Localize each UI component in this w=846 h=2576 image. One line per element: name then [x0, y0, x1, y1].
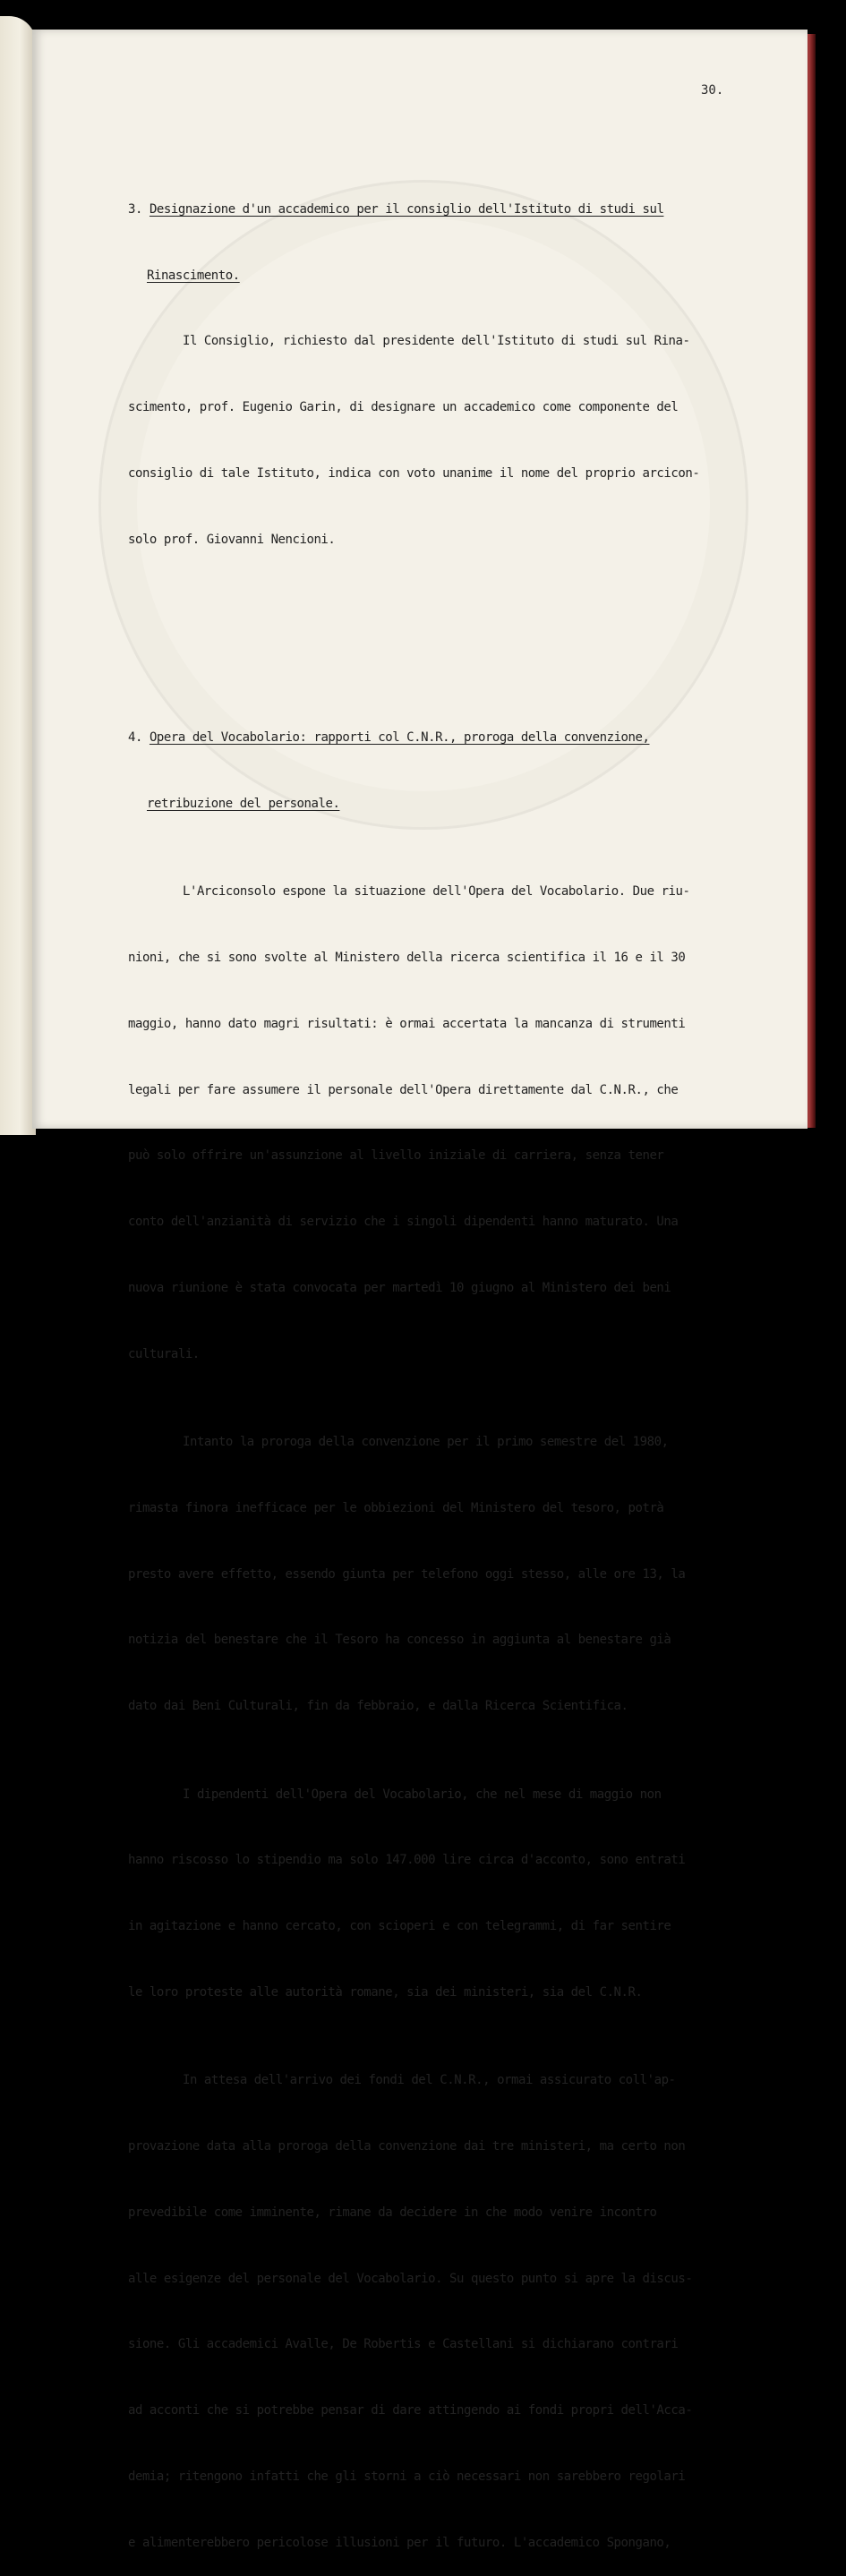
paragraph-line: conto dell'anzianità di servizio che i singoli dipendenti hanno maturato. Una	[128, 1215, 679, 1230]
paragraph-line: Il Consiglio, richiesto dal presidente dell'Istituto di studi sul Rina-	[183, 334, 690, 349]
paragraph-line: in agitazione e hanno cercato, con scioperi e con telegrammi, di far sentire	[128, 1919, 671, 1934]
paragraph-line: In attesa dell'arrivo dei fondi del C.N.R., ormai assicurato coll'ap-	[183, 2073, 676, 2088]
paragraph-line: scimento, prof. Eugenio Garin, di designare un accademico come componente del	[128, 400, 679, 415]
document-body	[128, 132, 700, 2576]
paragraph-line: può solo offrire un'assunzione al livello iniziale di carriera, senza tener	[128, 1148, 664, 1164]
paragraph-line: ad acconti che si potrebbe pensar di dare attingendo ai fondi propri dell'Acca-	[128, 2403, 693, 2418]
paragraph-line: solo prof. Giovanni Nencioni.	[128, 532, 336, 547]
paragraph-line: rimasta finora inefficace per le obbiezioni del Ministero del tesoro, potrà	[128, 1500, 664, 1515]
section-title-line: Designazione d'un accademico per il consiglio dell'Istituto di studi sul	[149, 201, 664, 217]
section-title-line: Opera del Vocabolario: rapporti col C.N.R., proroga della convenzione,	[149, 730, 650, 746]
paragraph-line: legali per fare assumere il personale dell'Opera direttamente dal C.N.R., che	[128, 1082, 679, 1097]
section-number: 3.	[128, 201, 142, 217]
section-4-heading	[128, 727, 679, 749]
paragraph-line: nuova riunione è stata convocata per martedì 10 giugno al Ministero dei beni	[128, 1280, 671, 1295]
paragraph-line: notizia del benestare che il Tesoro ha concesso in aggiunta al benestare già	[128, 1633, 671, 1648]
paragraph-line: L'Arciconsolo espone la situazione dell'Opera del Vocabolario. Due riu-	[183, 884, 690, 900]
paragraph-line: I dipendenti dell'Opera del Vocabolario, che nel mese di maggio non	[183, 1787, 662, 1802]
page-number: 30.	[701, 83, 724, 98]
paragraph-line: presto avere effetto, essendo giunta per telefono oggi stesso, alle ore 13, la	[128, 1566, 686, 1582]
left-page-edge	[0, 16, 36, 1135]
paragraph-line: e alimenterebbero pericolose illusioni per il futuro. L'accademico Spongano,	[128, 2535, 671, 2550]
paragraph-line: consiglio di tale Istituto, indica con voto unanime il nome del proprio arcicon-	[128, 465, 700, 481]
section-title-line: retribuzione del personale.	[147, 796, 340, 811]
section-number: 4.	[128, 730, 142, 746]
paragraph-line: maggio, hanno dato magri risultati: è ormai accertata la mancanza di strumenti	[128, 1016, 686, 1031]
paragraph-line: demia; ritengono infatti che gli storni a ciò necessari non sarebbero regolari	[128, 2469, 686, 2484]
paragraph-line: prevedibile come imminente, rimane da decidere in che modo venire incontro	[128, 2205, 657, 2220]
paragraph-line: nioni, che si sono svolte al Ministero della ricerca scientifica il 16 e il 30	[128, 950, 686, 965]
paragraph-line: hanno riscosso lo stipendio ma solo 147.000 lire circa d'acconto, sono entrati	[128, 1853, 686, 1868]
paragraph-line: culturali.	[128, 1346, 200, 1361]
paragraph-line: alle esigenze del personale del Vocabolario. Su questo punto si apre la discus-	[128, 2271, 693, 2286]
paragraph-line: provazione data alla proroga della convenzione dai tre ministeri, ma certo non	[128, 2139, 686, 2154]
paragraph-line: le loro proteste alle autorità romane, sia dei ministeri, sia del C.N.R.	[128, 1984, 643, 2000]
paragraph-line: sione. Gli accademici Avalle, De Robertis e Castellani si dichiarano contrari	[128, 2337, 679, 2352]
section-3-heading	[128, 199, 679, 221]
paragraph-line: Intanto la proroga della convenzione per il primo semestre del 1980,	[183, 1435, 669, 1450]
paragraph-line: dato dai Beni Culturali, fin da febbraio, e dalla Ricerca Scientifica.	[128, 1699, 628, 1714]
section-title-line: Rinascimento.	[147, 268, 240, 283]
